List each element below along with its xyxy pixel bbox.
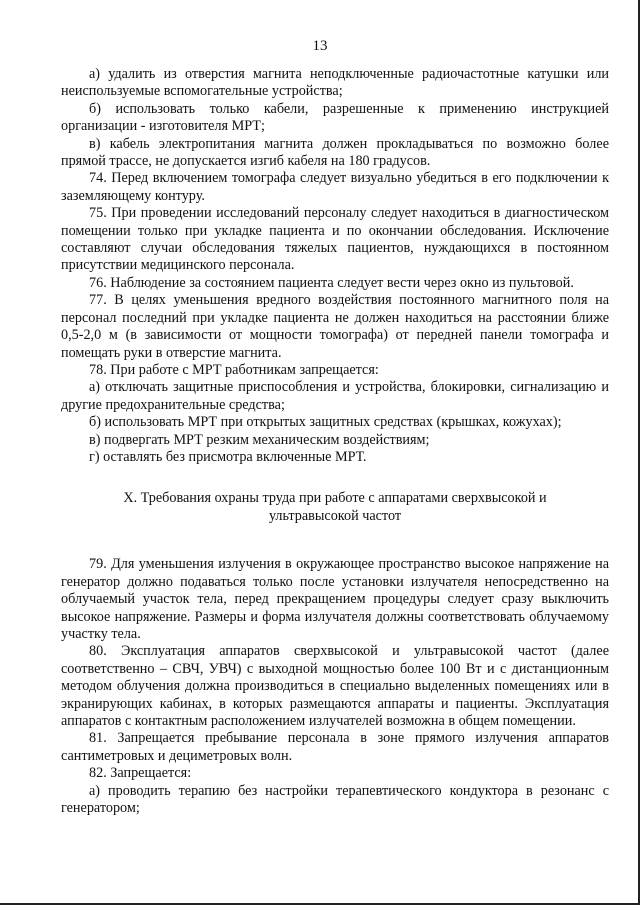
paragraph-78-v: в) подвергать МРТ резким механическим воздействиям; — [89, 431, 430, 448]
page-number: 13 — [312, 38, 328, 54]
paragraph-78-g: г) оставлять без присмотра включенные МРТ. — [89, 448, 367, 465]
paragraph-81: 81. Запрещается пребывание персонала в зоне прямого излучения аппаратов сантиметровых и дециметровых волн. — [61, 730, 609, 764]
paragraph-a-remove-coils: а) удалить из отверстия магнита неподключенные радиочастотные катушки или неиспользуемые вспомогательные устройства; — [61, 66, 609, 100]
paragraph-78: 78. При работе с МРТ работникам запрещается: — [89, 361, 379, 378]
document-body — [61, 66, 609, 817]
paragraph-82: 82. Запрещается: — [89, 765, 192, 782]
paragraph-80: 80. Эксплуатация аппаратов сверхвысокой и ультравысокой частот (далее соответственно – СВЧ, УВЧ) с выходной мощностью более 100 Вт и с дистанционным методом облучения должна производиться в специально выделенных помещениях или в экранирующих кабинах, в которых размещаются аппараты и пациенты. Эксплуатация аппаратов с контактным расположением излучателей возможна в общем помещении. — [61, 643, 609, 729]
paragraph-b-cables: б) использовать только кабели, разрешенные к применению инструкцией организации - изготовителя МРТ; — [61, 100, 609, 135]
paragraph-79: 79. Для уменьшения излучения в окружающее пространство высокое напряжение на генератор должно подаваться только после установки излучателя непосредственно на облучаемый участок тела, перед прекращением процедуры следует сразу выключить высокое напряжение. Размеры и форма излучателя должны соответствовать облучаемому участку тела. — [61, 556, 609, 642]
spacer — [61, 545, 609, 556]
paragraph-75: 75. При проведении исследований персоналу следует находиться в диагностическом помещении только при укладке пациента и по окончании обследования. Исключение составляют случаи обследования тяжелых пациентов, нуждающихся в постоянном присутствии медицинского персонала. — [61, 205, 609, 274]
paragraph-78-a: а) отключать защитные приспособления и устройства, блокировки, сигнализацию и другие предохранительные средства; — [61, 379, 609, 413]
section-heading: X. Требования охраны труда при работе с аппаратами сверхвысокой и ультравысокой частот — [123, 490, 547, 525]
paragraph-74: 74. Перед включением томографа следует визуально убедиться в его подключении к заземляющему контуру. — [61, 170, 609, 204]
paragraph-78-b: б) использовать МРТ при открытых защитных средствах (крышках, кожухах); — [89, 414, 562, 431]
paragraph-76: 76. Наблюдение за состоянием пациента следует вести через окно из пультовой. — [89, 274, 574, 291]
paragraph-v-power-cable: в) кабель электропитания магнита должен прокладываться по возможно более прямой трассе, не допускается изгиб кабеля на 180 градусов. — [61, 135, 609, 170]
paragraph-82-a: а) проводить терапию без настройки терапевтического кондуктора в резонанс с генератором; — [61, 782, 609, 817]
paragraph-77: 77. В целях уменьшения вредного воздействия постоянного магнитного поля на персонал последний при укладке пациента не должен находиться на расстоянии ближе 0,5-2,0 м (в зависимости от мощности томографа) от передней панели томографа и помещать руки в отверстие магнита. — [61, 292, 609, 361]
